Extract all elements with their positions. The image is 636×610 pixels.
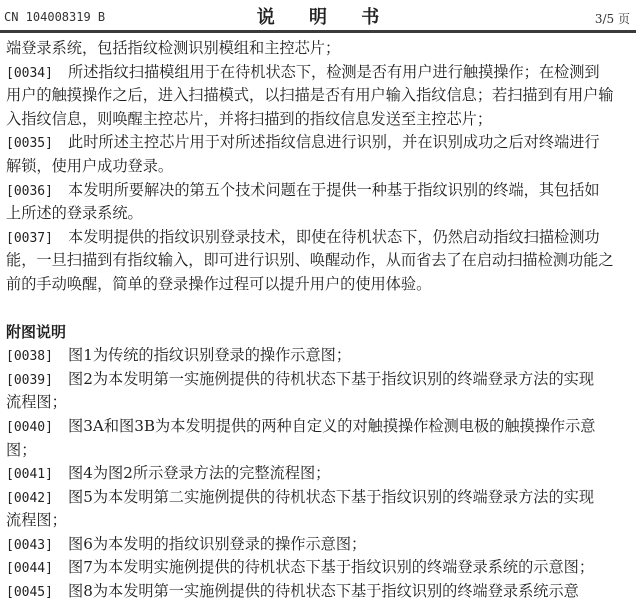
paragraph-line: 图4为图2所示登录方法的完整流程图； — [68, 464, 331, 483]
patent-number: CN 104008319 B — [4, 10, 106, 24]
paragraph-number: [0045] — [6, 585, 53, 601]
paragraph-line: 本发明提供的指纹识别登录技术，即使在待机状态下，仍然启动指纹扫描检测功 — [68, 227, 600, 246]
paragraph-0038 — [6, 344, 630, 368]
paragraph-0035 — [6, 131, 630, 178]
paragraph-line: 图6为本发明的指纹识别登录的操作示意图； — [68, 534, 367, 553]
paragraph-line: 解锁，使用户成功登录。 — [6, 156, 174, 175]
paragraph-line: 流程图； — [6, 393, 67, 412]
paragraph-0044 — [6, 556, 630, 580]
paragraph-line: 图5为本发明第二实施例提供的待机状态下基于指纹识别的终端登录方法的实现 — [68, 487, 595, 506]
paragraph-line: 本发明所要解决的第五个技术问题在于提供一种基于指纹识别的终端，其包括如 — [68, 180, 600, 199]
paragraph-number: [0043] — [6, 537, 53, 553]
paragraph-number: [0044] — [6, 561, 53, 577]
paragraph-line: 能，一旦扫描到有指纹输入，即可进行识别、唤醒动作，从而省去了在启动扫描检测功能之 — [6, 251, 614, 270]
paragraph-number: [0041] — [6, 467, 53, 483]
paragraph-0040 — [6, 415, 630, 462]
paragraph-line: 前的手动唤醒，简单的登录操作过程可以提升用户的使用体验。 — [6, 274, 432, 293]
paragraph-number: [0034] — [6, 65, 53, 81]
paragraph-number: [0035] — [6, 136, 53, 152]
paragraph-number: [0040] — [6, 419, 53, 435]
paragraph-line: 用户的触摸操作之后，进入扫描模式，以扫描是否有用户输入指纹信息；若扫描到有用户输 — [6, 86, 614, 105]
continuation-line: 端登录系统，包括指纹检测识别模组和主控芯片； — [6, 39, 341, 57]
document-body — [6, 37, 630, 604]
paragraph-0039 — [6, 368, 630, 415]
paragraph-0034 — [6, 61, 630, 132]
paragraph-line: 图； — [6, 440, 37, 459]
paragraph-0045 — [6, 580, 630, 604]
paragraph-line: 图3A和图3B为本发明提供的两种自定义的对触摸操作检测电极的触摸操作示意 — [68, 416, 596, 435]
paragraph-0042 — [6, 486, 630, 533]
paragraph-number: [0037] — [6, 230, 53, 246]
paragraph-line: 上所述的登录系统。 — [6, 204, 143, 223]
paragraph-number: [0036] — [6, 183, 53, 199]
section-gap — [6, 297, 630, 321]
document-title: 说 明 书 — [256, 7, 394, 28]
paragraph-0036 — [6, 179, 630, 226]
section-heading: 附图说明 — [6, 322, 67, 341]
paragraph-line: 图2为本发明第一实施例提供的待机状态下基于指纹识别的终端登录方法的实现 — [68, 369, 595, 388]
paragraph-line: 图7为本发明实施例提供的待机状态下基于指纹识别的终端登录系统的示意图； — [68, 558, 595, 577]
paragraph-line: 所述指纹扫描模组用于在待机状态下，检测是否有用户进行触摸操作；在检测到 — [68, 62, 600, 81]
paragraph-0043 — [6, 533, 630, 557]
page-header — [0, 0, 636, 33]
paragraph-number: [0039] — [6, 372, 53, 388]
paragraph-0037 — [6, 226, 630, 297]
paragraph-number: [0038] — [6, 349, 53, 365]
paragraph-0041 — [6, 462, 630, 486]
paragraph-line: 流程图； — [6, 511, 67, 530]
paragraph-line: 图8为本发明第一实施例提供的待机状态下基于指纹识别的终端登录系统示意 — [68, 582, 579, 601]
paragraph-line: 图1为传统的指纹识别登录的操作示意图； — [68, 346, 352, 365]
paragraph-line: 入指纹信息，则唤醒主控芯片，并将扫描到的指纹信息发送至主控芯片； — [6, 109, 492, 128]
page-indicator: 3/5 页 — [594, 12, 630, 26]
paragraph-number: [0042] — [6, 490, 53, 506]
paragraph-line: 此时所述主控芯片用于对所述指纹信息进行识别，并在识别成功之后对终端进行 — [68, 133, 600, 152]
